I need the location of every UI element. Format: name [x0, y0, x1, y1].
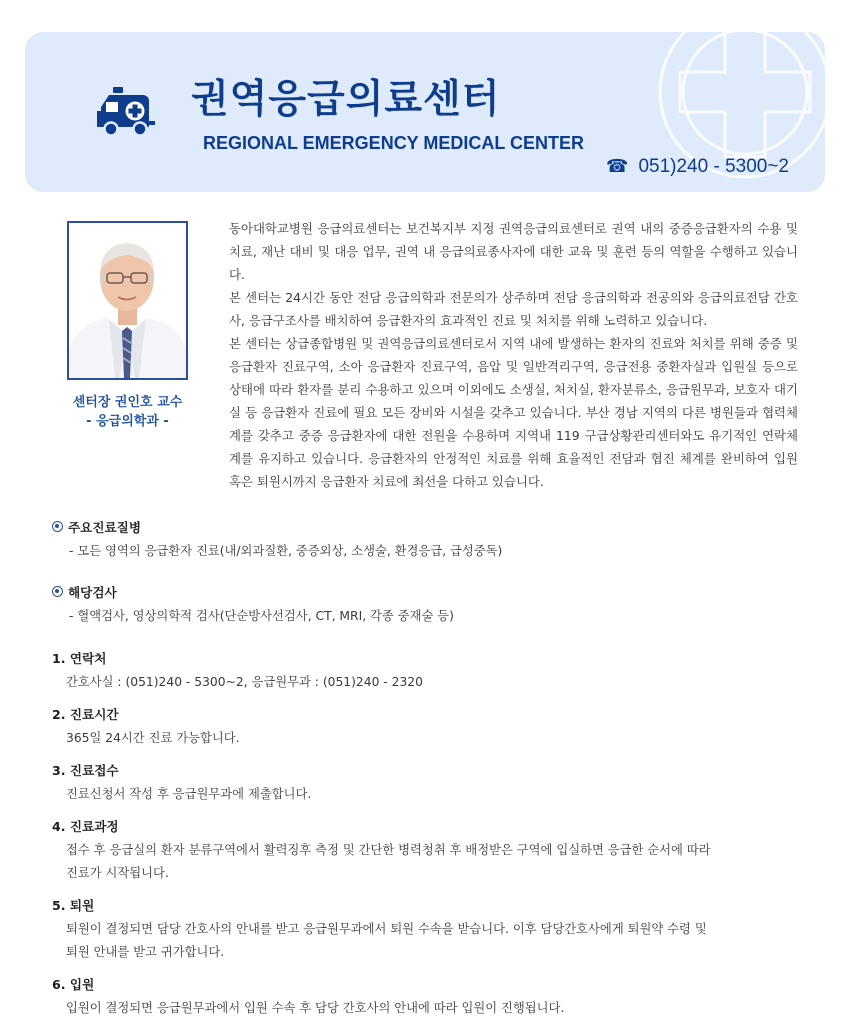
- intro-paragraph: 동아대학교병원 응급의료센터는 보건복지부 지정 권역응급의료센터로 권역 내의 중증응급환자의 수용 및 치료, 재난 대비 및 대응 업무, 권역 내 응급의료종사자에 대한 교육 및 훈련 등의 역할을 수행하고 있습니다.: [229, 221, 798, 282]
- page-subtitle: REGIONAL EMERGENCY MEDICAL CENTER: [203, 133, 585, 153]
- list-item: [52, 895, 792, 964]
- list-item: [52, 816, 792, 885]
- phone-contact: [606, 156, 789, 178]
- director-photo: [67, 221, 188, 380]
- list-item: [52, 760, 792, 806]
- list-item: [52, 704, 792, 750]
- tests-section: [52, 581, 454, 624]
- section-body: - 모든 영역의 응급환자 진료(내/외과질환, 중증외상, 소생술, 환경응급, 급성중독): [69, 544, 503, 558]
- header-banner: [25, 32, 825, 192]
- ambulance-icon: [95, 87, 161, 139]
- item-line: 진료신청서 작성 후 응급원무과에 제출합니다.: [66, 787, 312, 801]
- target-bullet-icon: [52, 586, 63, 597]
- list-item: [52, 974, 792, 1020]
- item-title: 5. 퇴원: [52, 898, 95, 913]
- item-line: 퇴원이 결정되면 담당 간호사의 안내를 받고 응급원무과에서 퇴원 수속을 받습니다. 이후 담당간호사에게 퇴원약 수령 및: [66, 922, 707, 936]
- item-title: 3. 진료접수: [52, 763, 119, 778]
- section-body: - 혈액검사, 영상의학적 검사(단순방사선검사, CT, MRI, 각종 중재술 등): [69, 609, 454, 623]
- list-item: [52, 648, 792, 694]
- director-name: 센터장 권인호 교수: [72, 395, 183, 410]
- intro-text: [229, 217, 798, 493]
- item-line: 간호사실 : (051)240 - 5300~2, 응급원무과 : (051)240 - 2320: [66, 675, 423, 689]
- item-line: 입원이 결정되면 응급원무과에서 입원 수속 후 담당 간호사의 안내에 따라 입원이 진행됩니다.: [66, 1001, 565, 1015]
- item-line: 365일 24시간 진료 가능합니다.: [66, 731, 240, 745]
- item-line: 퇴원 안내를 받고 귀가합니다.: [66, 945, 225, 959]
- section-title: 해당검사: [68, 584, 117, 600]
- telephone-icon: ☎: [606, 156, 629, 177]
- phone-number: 051)240 - 5300~2: [638, 156, 789, 177]
- item-title: 2. 진료시간: [52, 707, 119, 722]
- portrait-image: [69, 223, 186, 378]
- item-title: 1. 연락처: [52, 651, 107, 666]
- page-title: 권역응급의료센터: [191, 77, 501, 122]
- intro-paragraph: 본 센터는 24시간 동안 전담 응급의학과 전문의가 상주하며 전담 응급의학과 전공의와 응급의료전담 간호사, 응급구조사를 배치하여 응급환자의 효과적인 진료 및 처치를 위해 노력하고 있습니다.: [229, 290, 798, 328]
- section-title: 주요진료질병: [68, 519, 141, 535]
- item-title: 4. 진료과정: [52, 819, 119, 834]
- director-department: - 응급의학과 -: [86, 414, 169, 429]
- target-bullet-icon: [52, 521, 63, 532]
- procedure-list: [52, 648, 792, 1030]
- director-caption: [45, 393, 210, 431]
- item-line: 진료가 시작됩니다.: [66, 866, 169, 880]
- item-title: 6. 입원: [52, 977, 95, 992]
- item-line: 접수 후 응급실의 환자 분류구역에서 활력징후 측정 및 간단한 병력청취 후 배정받은 구역에 입실하면 응급한 순서에 따라: [66, 843, 711, 857]
- intro-paragraph: 본 센터는 상급종합병원 및 권역응급의료센터로서 지역 내에 발생하는 환자의 진료와 처치를 위해 중증 및 응급환자 진료구역, 소아 응급환자 진료구역, 음압 및 일반격리구역, 응급전용 중환자실과 입원실 등으로 상태에 따라 환자를 분리 수용하고 있으며 이외에도 소생실, 처치실, 환자분류소, 응급원무과, 보호자 대기실 등 응급환자 진료에 필요 모든 장비와 시설을 갖추고 있습니다. 부산 경남 지역의 다른 병원들과 협력체계를 갖추고 중증 응급환자에 대한 전원을 수용하며 지역내 119 구급상황관리센터와도 유기적인 연락체계를 유지하고 있습니다. 응급환자의 안정적인 치료를 위해 효율적인 전담과 협진 체계를 완비하여 입원 혹은 퇴원시까지 응급환자 치료에 최선을 다하고 있습니다.: [229, 336, 798, 489]
- diseases-section: [52, 516, 502, 559]
